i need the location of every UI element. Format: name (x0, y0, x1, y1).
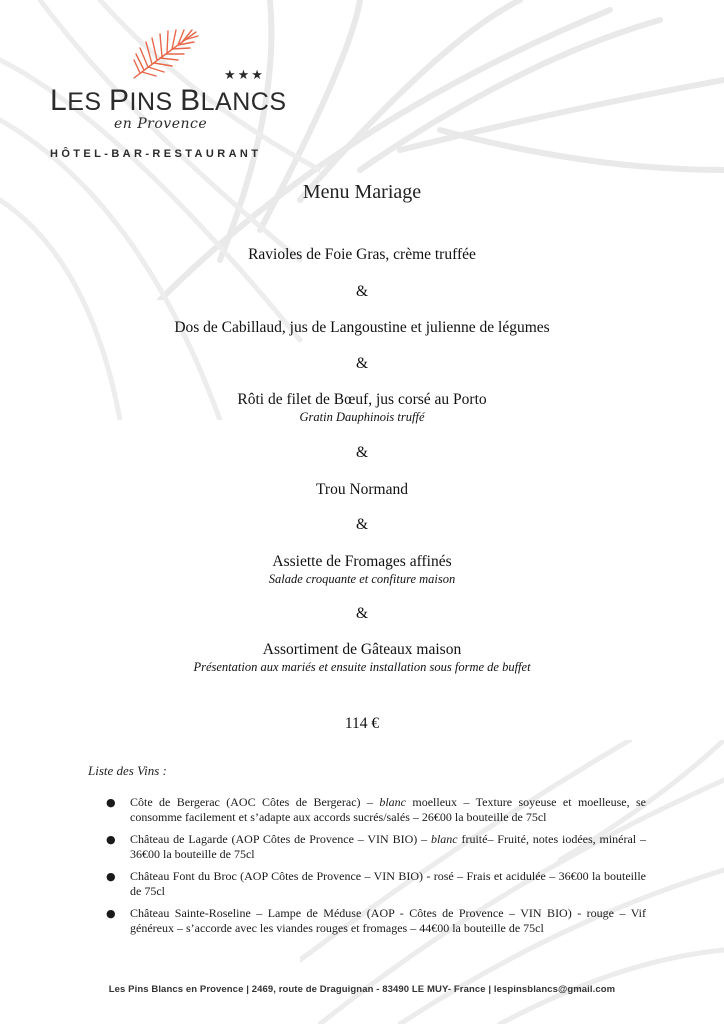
wine-item: ● Château de Lagarde (AOP Côtes de Provence – VIN BIO) – blanc fruité– Fruité, notes iodées, minéral – 36€00 la bouteille de 75cl (106, 832, 646, 861)
wine-list (106, 795, 646, 943)
wine-item: ● Château Sainte-Roseline – Lampe de Méduse (AOP - Côtes de Provence – VIN BIO) - rouge – Vif généreux – s’accorde avec les viandes rouges et fromages – 44€00 la bouteille de 75cl (106, 906, 646, 935)
course-4-name: Trou Normand (315, 481, 408, 498)
course-5-name: Assiette de Fromages affinés (272, 553, 452, 570)
logo-subtitle: en Provence (114, 116, 208, 132)
course-2-name: Dos de Cabillaud, jus de Langoustine et julienne de légumes (174, 319, 550, 336)
course-1-name: Ravioles de Foie Gras, crème truffée (248, 246, 476, 263)
pine-branch-icon (130, 28, 200, 82)
bullet-icon: ● (106, 796, 116, 809)
footer-contact: Les Pins Blancs en Provence | 2469, route de Draguignan - 83490 LE MUY- France | lespinsblancs@gmail.com (108, 984, 616, 995)
wine-item: ● Château Font du Broc (AOP Côtes de Provence – VIN BIO) - rosé – Frais et acidulée – 36€00 la bouteille de 75cl (106, 869, 646, 898)
course-3-note: Gratin Dauphinois truffé (299, 410, 425, 424)
course-separator: & (355, 283, 369, 300)
bullet-icon: ● (106, 833, 116, 846)
wine-list-label: Liste des Vins : (88, 763, 167, 778)
hotel-logo (48, 28, 288, 168)
wine-item: ● Côte de Bergerac (AOC Côtes de Bergerac) – blanc moelleux – Texture soyeuse et moelleuse, se consomme facilement et s’adapte aux accords sucrés/salés – 26€00 la bouteille de 75cl (106, 795, 646, 824)
course-3-name: Rôti de filet de Bœuf, jus corsé au Porto (237, 391, 487, 408)
course-separator: & (355, 355, 369, 372)
logo-stars: ★★★ (224, 68, 265, 83)
logo-wordmark: LES PINS BLANCS (50, 84, 287, 117)
course-5-note: Salade croquante et confiture maison (268, 572, 456, 586)
menu-title: Menu Mariage (302, 181, 422, 203)
menu-price: 114 € (344, 715, 380, 732)
bullet-icon: ● (106, 907, 116, 920)
course-6-note: Présentation aux mariés et ensuite installation sous forme de buffet (193, 660, 531, 674)
course-separator: & (355, 516, 369, 533)
course-6-name: Assortiment de Gâteaux maison (262, 641, 462, 658)
logo-tagline: HÔTEL-BAR-RESTAURANT (50, 148, 262, 160)
bullet-icon: ● (106, 870, 116, 883)
course-separator: & (355, 444, 369, 461)
course-separator: & (355, 605, 369, 622)
